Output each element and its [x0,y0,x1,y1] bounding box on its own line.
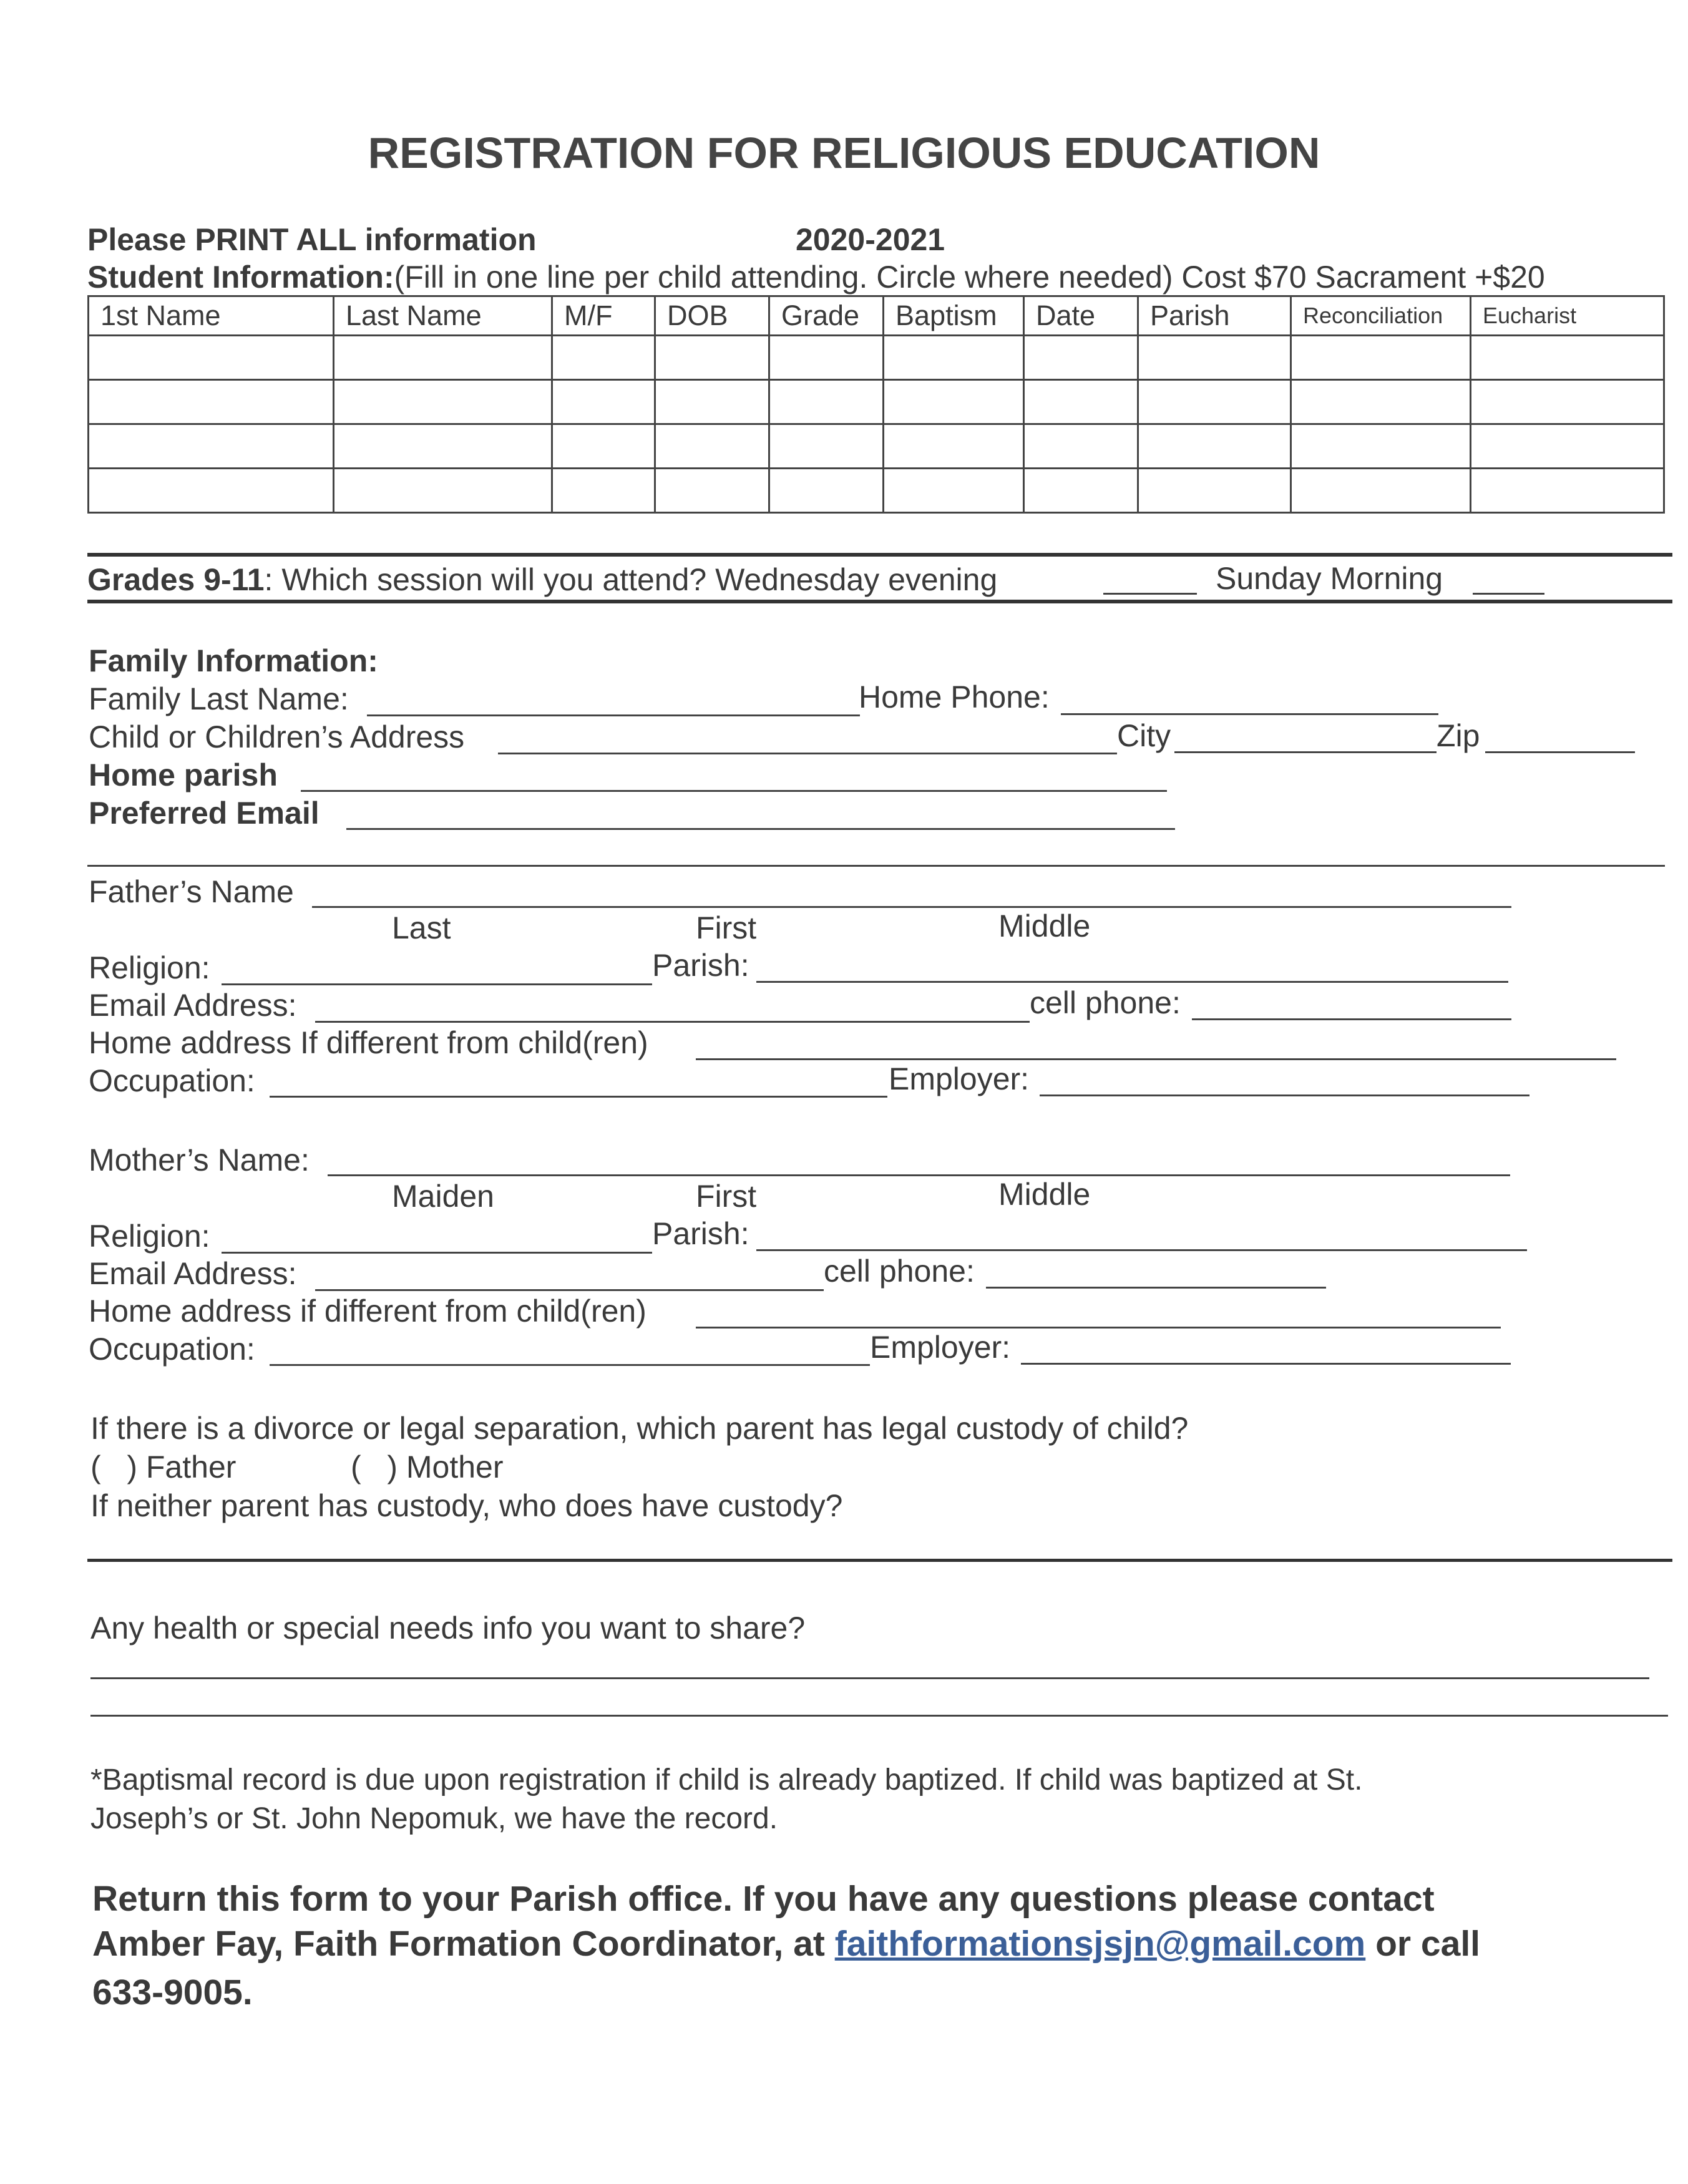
cell-first-name[interactable] [89,469,334,513]
father-sub-middle: Middle [998,909,1091,943]
father-parish-field[interactable] [756,981,1508,983]
cell-grade[interactable] [769,424,884,469]
mother-occupation-label: Occupation: [89,1332,255,1367]
father-employer-label: Employer: [889,1061,1030,1096]
family-last-name-field[interactable] [367,714,860,716]
cell-grade[interactable] [769,469,884,513]
col-last-name: Last Name [334,296,552,336]
wednesday-blank[interactable] [1103,593,1197,595]
custody-options [90,1449,236,1485]
health-answer-line-2[interactable] [90,1715,1668,1717]
father-home-address-label: Home address If different from child(ren) [89,1025,648,1060]
family-heading: Family Information: [89,643,378,678]
cell-parish[interactable] [1138,469,1291,513]
mother-name-label: Mother’s Name: [89,1143,310,1177]
mother-home-address-label: Home address if different from child(ren) [89,1294,646,1328]
father-name-label: Father’s Name [89,874,294,909]
page-title: REGISTRATION FOR RELIGIOUS EDUCATION [368,129,1320,177]
home-parish-field[interactable] [301,790,1167,792]
return-line-2-pre: Amber Fay, Faith Formation Coordinator, at [92,1924,835,1964]
mother-parish-label: Parish: [652,1216,749,1251]
cell-date[interactable] [1024,424,1138,469]
cell-first-name[interactable] [89,380,334,424]
father-sub-last: Last [392,910,451,945]
sunday-blank[interactable] [1473,593,1544,595]
return-line-2 [92,1923,1480,1964]
health-question: Any health or special needs info you want to share? [90,1611,806,1645]
col-parish: Parish [1138,296,1291,336]
father-religion-field[interactable] [222,983,652,985]
cell-reconciliation[interactable] [1291,469,1471,513]
father-sub-first: First [696,910,757,945]
return-line-2-post: or call [1365,1924,1480,1964]
father-option-label: Father [145,1450,237,1484]
mother-employer-label: Employer: [870,1330,1011,1365]
divider-bottom [87,600,1672,603]
cell-eucharist[interactable] [1471,424,1664,469]
baptism-note-line-2: Joseph’s or St. John Nepomuk, we have the record. [90,1802,778,1835]
mother-option-label: Mother [406,1450,504,1484]
mother-email-field[interactable] [315,1289,824,1291]
father-parish-label: Parish: [652,948,749,983]
col-dob: DOB [655,296,769,336]
father-name-field[interactable] [312,906,1511,908]
cell-date[interactable] [1024,380,1138,424]
mother-religion-field[interactable] [222,1252,652,1254]
col-first-name: 1st Name [89,296,334,336]
student-row [89,424,1664,469]
preferred-email-label: Preferred Email [89,796,320,831]
cell-last-name[interactable] [334,424,552,469]
mother-checkbox[interactable]: ( ) [351,1450,398,1484]
mother-home-address-field[interactable] [696,1327,1501,1328]
school-year: 2020-2021 [796,222,945,257]
city-field[interactable] [1174,751,1437,753]
father-cell-field[interactable] [1192,1018,1511,1020]
cell-reconciliation[interactable] [1291,336,1471,380]
cell-grade[interactable] [769,336,884,380]
student-row [89,380,1664,424]
cell-eucharist[interactable] [1471,380,1664,424]
mother-email-label: Email Address: [89,1256,297,1291]
city-label: City [1117,718,1171,753]
father-checkbox[interactable]: ( ) [90,1450,137,1484]
col-sex: M/F [552,296,655,336]
mother-name-field[interactable] [328,1174,1510,1176]
grades-session-line [87,562,997,598]
baptism-note-line-1: *Baptismal record is due upon registration if child is already baptized. If child was baptized at St. [90,1763,1363,1796]
student-info-label: Student Information: [87,260,394,295]
father-employer-field[interactable] [1040,1094,1529,1096]
return-line-1: Return this form to your Parish office. If you have any questions please contact [92,1879,1435,1919]
preferred-email-field[interactable] [346,828,1175,830]
col-eucharist: Eucharist [1471,296,1664,336]
custody-options-mother [351,1449,504,1485]
cell-dob[interactable] [655,380,769,424]
father-email-field[interactable] [315,1021,1030,1023]
grades-question: : Which session will you attend? Wednesday evening [264,562,998,597]
col-date: Date [1024,296,1138,336]
return-line-3: 633-9005. [92,1972,253,2012]
student-table-header [89,296,1664,336]
cell-sex[interactable] [552,380,655,424]
divider-top [87,553,1672,557]
cell-first-name[interactable] [89,424,334,469]
custody-answer-line[interactable] [87,1559,1672,1562]
cell-baptism[interactable] [884,424,1024,469]
cell-eucharist[interactable] [1471,469,1664,513]
father-home-address-field[interactable] [696,1058,1616,1060]
cell-dob[interactable] [655,424,769,469]
mother-sub-first: First [696,1179,757,1214]
health-answer-line-1[interactable] [90,1677,1649,1679]
cell-parish[interactable] [1138,424,1291,469]
zip-field[interactable] [1485,751,1635,753]
section-divider [87,865,1665,867]
cell-last-name[interactable] [334,469,552,513]
col-baptism: Baptism [884,296,1024,336]
mother-cell-field[interactable] [986,1287,1326,1289]
father-religion-label: Religion: [89,950,210,985]
contact-email-link[interactable]: faithformationsjsjn@gmail.com [834,1924,1366,1964]
student-info-line [87,259,1545,295]
home-phone-label: Home Phone: [859,680,1050,714]
mother-occupation-field[interactable] [270,1364,870,1366]
father-email-label: Email Address: [89,988,297,1023]
father-occupation-field[interactable] [270,1096,887,1098]
grades-label: Grades 9-11 [87,562,265,597]
cell-sex[interactable] [552,336,655,380]
student-table [87,295,1665,514]
cell-reconciliation[interactable] [1291,424,1471,469]
mother-cell-label: cell phone: [824,1254,975,1289]
zip-label: Zip [1437,718,1480,753]
cell-dob[interactable] [655,469,769,513]
custody-question-2: If neither parent has custody, who does have custody? [90,1488,843,1523]
sunday-option: Sunday Morning [1216,561,1443,596]
cell-baptism[interactable] [884,380,1024,424]
cell-last-name[interactable] [334,380,552,424]
cell-last-name[interactable] [334,336,552,380]
cell-sex[interactable] [552,469,655,513]
mother-religion-label: Religion: [89,1219,210,1254]
student-row [89,469,1664,513]
cell-sex[interactable] [552,424,655,469]
student-row [89,336,1664,380]
mother-sub-maiden: Maiden [392,1179,494,1214]
father-occupation-label: Occupation: [89,1063,255,1098]
mother-employer-field[interactable] [1021,1363,1511,1365]
mother-sub-middle: Middle [998,1177,1091,1212]
cell-eucharist[interactable] [1471,336,1664,380]
cell-reconciliation[interactable] [1291,380,1471,424]
address-field[interactable] [498,753,1117,754]
family-last-name-label: Family Last Name: [89,681,349,716]
home-phone-field[interactable] [1061,713,1438,715]
print-note: Please PRINT ALL information [87,222,537,257]
mother-parish-field[interactable] [756,1249,1527,1251]
cell-baptism[interactable] [884,336,1024,380]
cell-date[interactable] [1024,336,1138,380]
cell-baptism[interactable] [884,469,1024,513]
address-label: Child or Children’s Address [89,719,465,754]
cell-dob[interactable] [655,336,769,380]
cell-parish[interactable] [1138,380,1291,424]
student-info-instructions: (Fill in one line per child attending. Circle where needed) Cost $70 Sacrament +$20 [394,260,1545,295]
cell-first-name[interactable] [89,336,334,380]
cell-date[interactable] [1024,469,1138,513]
col-reconciliation: Reconciliation [1291,296,1471,336]
cell-parish[interactable] [1138,336,1291,380]
custody-question: If there is a divorce or legal separation, which parent has legal custody of child? [90,1411,1189,1446]
col-grade: Grade [769,296,884,336]
cell-grade[interactable] [769,380,884,424]
home-parish-label: Home parish [89,758,278,792]
father-cell-label: cell phone: [1030,985,1181,1020]
